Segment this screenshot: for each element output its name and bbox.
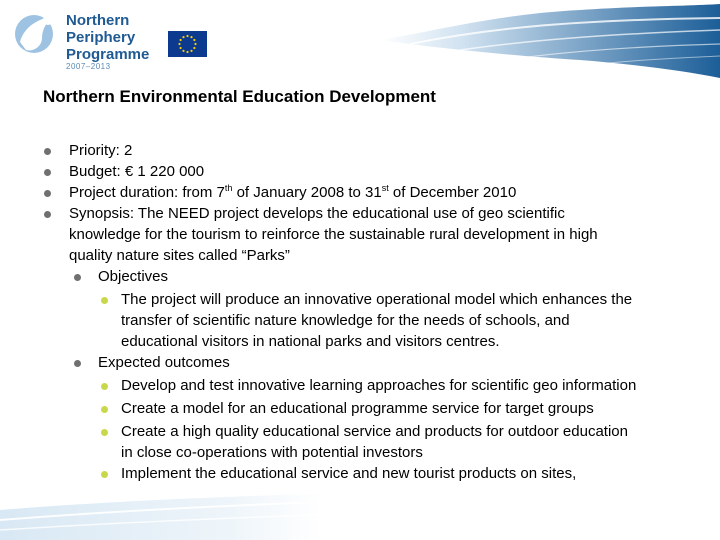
objective-line: The project will produce an innovative operational model which enhances the (121, 291, 633, 308)
objective-line: transfer of scientific nature knowledge for the needs of schools, and (121, 312, 570, 329)
bullet-icon (44, 148, 51, 155)
bullet-icon (101, 406, 108, 413)
bullet-icon (101, 383, 108, 390)
duration-text: of January 2008 to 31 (232, 184, 382, 201)
duration-text: of December 2010 (388, 184, 517, 201)
programme-logo-icon (12, 8, 62, 56)
outcome-line: in close co-operations with potential investors (121, 444, 423, 461)
objective-line: educational visitors in national parks and visitors centres. (121, 333, 500, 350)
bullet-icon (44, 190, 51, 197)
bullet-icon (44, 169, 51, 176)
synopsis-line: Synopsis: The NEED project develops the educational use of geo scientific (69, 205, 565, 222)
bullet-icon (101, 471, 108, 478)
footer-wave-graphic (0, 490, 720, 540)
duration-superscript: st (381, 183, 389, 193)
logo-line: Periphery (66, 29, 136, 46)
objectives-heading: Objectives (98, 268, 169, 285)
logo-line: Programme (66, 46, 150, 63)
bullet-icon (44, 211, 51, 218)
programme-years: 2007–2013 (66, 62, 111, 71)
bullet-icon (74, 274, 81, 281)
list-item-priority: Priority: 2 (69, 142, 133, 159)
logo-line: Northern (66, 12, 130, 29)
outcome-line: Create a high quality educational service and products for outdoor education (121, 423, 628, 440)
list-item-duration (69, 183, 516, 203)
page-title: Northern Environmental Education Development (43, 87, 436, 106)
outcomes-heading: Expected outcomes (98, 354, 230, 371)
header (0, 0, 720, 78)
eu-flag-icon (168, 31, 207, 57)
bullet-icon (101, 429, 108, 436)
outcome-line: Create a model for an educational programme service for target groups (121, 400, 594, 417)
outcome-line: Develop and test innovative learning approaches for scientific geo information (121, 377, 637, 394)
synopsis-line: quality nature sites called “Parks” (69, 247, 290, 264)
bullet-icon (74, 360, 81, 367)
list-item-budget: Budget: € 1 220 000 (69, 163, 205, 180)
outcome-line: Implement the educational service and new tourist products on sites, (121, 465, 577, 482)
bullet-icon (101, 297, 108, 304)
duration-superscript: th (224, 183, 233, 193)
synopsis-line: knowledge for the tourism to reinforce the sustainable rural development in high (69, 226, 598, 243)
programme-logo-text (66, 12, 149, 63)
header-swoosh-graphic (380, 0, 720, 78)
duration-text: Project duration: from 7 (69, 184, 225, 201)
